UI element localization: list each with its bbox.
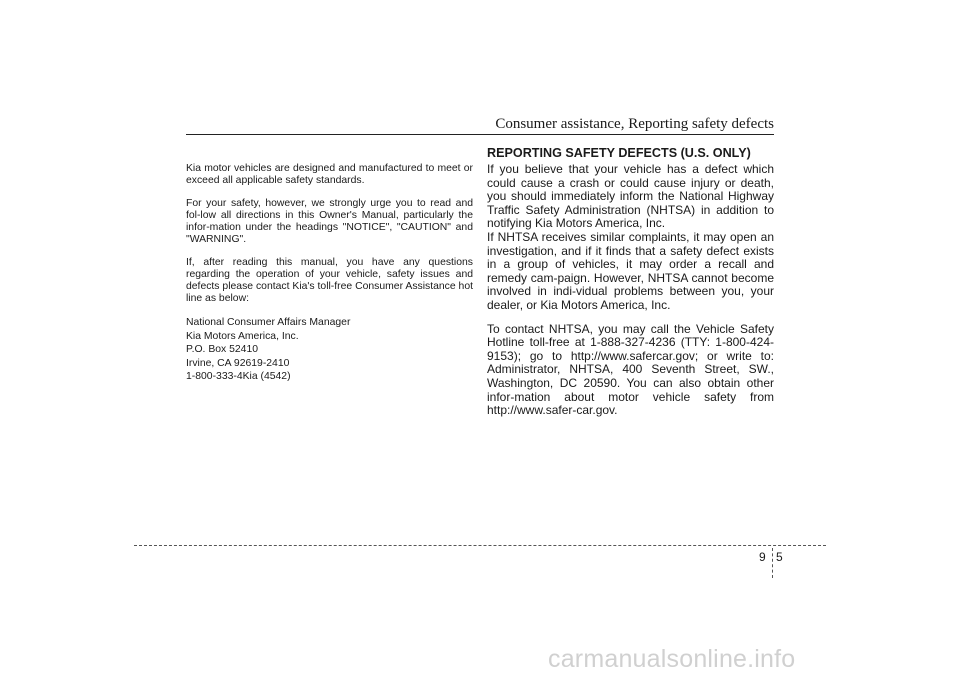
left-column bbox=[186, 163, 473, 384]
right-column bbox=[487, 146, 774, 418]
page-number-divider bbox=[772, 548, 773, 578]
address-block bbox=[186, 316, 473, 384]
safety-paragraph: For your safety, however, we strongly urge you to read and fol-low all directions in this Owner's Manual, particularly the infor-mation under the headings "NOTICE", "CAUTION" and "WARNING". bbox=[186, 198, 473, 245]
investigation-paragraph: If NHTSA receives similar complaints, it may open an investigation, and if it finds that a safety defect exists in a group of vehicles, it may order a recall and remedy cam-paign. However, NHTSA cannot become involved in indi-vidual problems between you, your dealer, or Kia Motors America, Inc. bbox=[487, 229, 774, 312]
address-line: National Consumer Affairs Manager bbox=[186, 317, 351, 328]
section-heading: REPORTING SAFETY DEFECTS (U.S. ONLY) bbox=[487, 146, 751, 160]
defect-paragraph: If you believe that your vehicle has a defect which could cause a crash or could cause injury or death, you should immediately inform the National Highway Traffic Safety Administration (NHTSA) in addition to notifying Kia Motors America, Inc. bbox=[487, 162, 774, 231]
watermark: carmanualsonline.info bbox=[548, 645, 796, 673]
header-rule bbox=[186, 134, 774, 135]
page-header-title: Consumer assistance, Reporting safety defects bbox=[495, 116, 774, 132]
page-number: 5 bbox=[776, 550, 783, 564]
nhtsa-contact-paragraph: To contact NHTSA, you may call the Vehicle Safety Hotline toll-free at 1-888-327-4236 (TTY: 1-800-424-9153); go to http://www.safercar.gov; or write to: Administrator, NHTSA, 400 Seventh Street, SW., Washington, DC 20590. You can also obtain other infor-mation about motor vehicle safety from http://www.safer-car.gov. bbox=[487, 321, 774, 418]
address-line: Kia Motors America, Inc. bbox=[186, 330, 299, 342]
address-line: Irvine, CA 92619-2410 bbox=[186, 357, 290, 369]
chapter-number: 9 bbox=[759, 550, 766, 564]
intro-paragraph: Kia motor vehicles are designed and manufactured to meet or exceed all applicable safety standards. bbox=[186, 163, 473, 186]
address-line: 1-800-333-4Kia (4542) bbox=[186, 371, 291, 382]
address-line: P.O. Box 52410 bbox=[186, 344, 259, 355]
contact-paragraph: If, after reading this manual, you have any questions regarding the operation of your vehicle, safety issues and defects please contact Kia's toll-free Consumer Assistance hot line as below: bbox=[186, 257, 473, 304]
footer-rule bbox=[134, 545, 826, 546]
